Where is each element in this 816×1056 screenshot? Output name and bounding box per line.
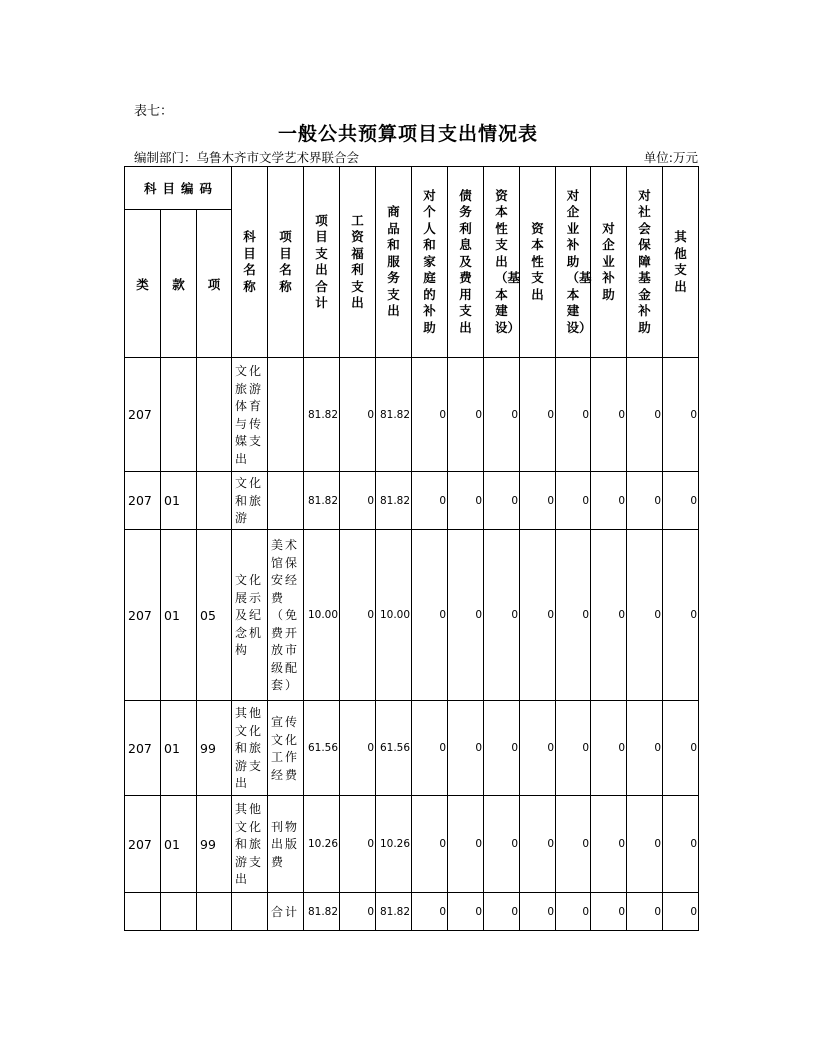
xiang-cell: 99 [197,796,232,893]
col-header-0: 项目支出合计 [304,167,340,358]
kuan-header: 款 [161,210,197,358]
value-cell: 0 [340,472,376,530]
value-cell: 0 [627,472,663,530]
value-cell: 10.26 [376,796,412,893]
value-cell: 0 [484,796,520,893]
value-cell: 0 [556,796,591,893]
table-row [125,796,699,893]
subject-name-cell: 其他文化和旅游支出 [232,701,268,796]
unit-label: 单位:万元 [643,150,698,165]
kuan-cell: 01 [161,701,197,796]
expenditure-table [124,166,699,931]
col-header-5: 资本性支出（基本建设） [484,167,520,358]
value-cell: 81.82 [376,472,412,530]
value-cell: 61.56 [376,701,412,796]
value-cell: 0 [484,358,520,472]
value-cell: 0 [663,796,699,893]
value-cell: 0 [556,701,591,796]
value-cell: 0 [556,472,591,530]
table-row [125,530,699,701]
lei-cell: 207 [125,358,161,472]
kuan-cell: 01 [161,530,197,701]
value-cell: 0 [663,893,699,931]
col-header-4: 债务利息及费用支出 [448,167,484,358]
project-name-cell [268,472,304,530]
xiang-cell [197,358,232,472]
table-row [125,358,699,472]
lei-cell: 207 [125,472,161,530]
value-cell: 0 [520,472,556,530]
value-cell: 81.82 [304,472,340,530]
total-label-cell: 合计 [268,893,304,931]
col-header-6: 资本性支出 [520,167,556,358]
value-cell: 61.56 [304,701,340,796]
kuan-cell [161,893,197,931]
col-header-8: 对企业补助 [591,167,627,358]
col-header-3: 对个人和家庭的补助 [412,167,448,358]
value-cell: 0 [340,796,376,893]
table-row [125,472,699,530]
value-cell: 0 [627,893,663,931]
project-name-header: 项目名称 [268,167,304,358]
value-cell: 0 [412,358,448,472]
project-name-cell [268,358,304,472]
subject-name-cell: 文化旅游体育与传媒支出 [232,358,268,472]
value-cell: 0 [627,701,663,796]
department-label: 编制部门：乌鲁木齐市文学艺术界联合会 [134,150,360,165]
value-cell: 0 [484,530,520,701]
subject-name-header: 科目名称 [232,167,268,358]
xiang-header: 项 [197,210,232,358]
lei-cell: 207 [125,701,161,796]
value-cell: 10.00 [304,530,340,701]
project-name-cell: 宣传文化工作经费 [268,701,304,796]
value-cell: 81.82 [304,893,340,931]
value-cell: 0 [412,472,448,530]
table-number: 表七： [134,104,174,119]
value-cell: 0 [520,796,556,893]
subject-name-cell: 文化展示及纪念机构 [232,530,268,701]
value-cell: 0 [484,472,520,530]
value-cell: 0 [627,530,663,701]
subject-name-cell: 其他文化和旅游支出 [232,796,268,893]
table-row [125,701,699,796]
value-cell: 0 [591,358,627,472]
value-cell: 0 [627,358,663,472]
value-cell: 0 [627,796,663,893]
value-cell: 0 [448,893,484,931]
value-cell: 0 [412,796,448,893]
kuan-cell [161,358,197,472]
value-cell: 10.00 [376,530,412,701]
value-cell: 0 [520,701,556,796]
value-cell: 0 [448,358,484,472]
col-header-1: 工资福利支出 [340,167,376,358]
value-cell: 81.82 [304,358,340,472]
subject-name-cell: 文化和旅游 [232,472,268,530]
project-name-cell: 美术馆保安经费（免费开放市级配套） [268,530,304,701]
value-cell: 0 [663,701,699,796]
value-cell: 0 [340,701,376,796]
value-cell: 0 [340,893,376,931]
value-cell: 0 [484,893,520,931]
value-cell: 81.82 [376,358,412,472]
value-cell: 0 [663,530,699,701]
value-cell: 0 [591,701,627,796]
value-cell: 0 [448,530,484,701]
value-cell: 0 [412,530,448,701]
xiang-cell: 99 [197,701,232,796]
xiang-cell [197,472,232,530]
value-cell: 0 [520,530,556,701]
value-cell: 0 [556,893,591,931]
col-header-2: 商品和服务支出 [376,167,412,358]
subject-code-header: 科目编码 [125,167,232,210]
lei-cell [125,893,161,931]
page-title: 一般公共预算项目支出情况表 [277,123,538,145]
total-row [125,893,699,931]
value-cell: 0 [591,893,627,931]
value-cell: 0 [520,893,556,931]
col-header-10: 其他支出 [663,167,699,358]
value-cell: 0 [520,358,556,472]
value-cell: 0 [448,472,484,530]
value-cell: 81.82 [376,893,412,931]
value-cell: 0 [556,530,591,701]
xiang-cell: 05 [197,530,232,701]
xiang-cell [197,893,232,931]
value-cell: 0 [591,796,627,893]
col-header-7: 对企业补助（基本建设） [556,167,591,358]
value-cell: 10.26 [304,796,340,893]
project-name-cell: 刊物出版费 [268,796,304,893]
lei-cell: 207 [125,796,161,893]
col-header-9: 对社会保障基金补助 [627,167,663,358]
lei-cell: 207 [125,530,161,701]
value-cell: 0 [448,701,484,796]
value-cell: 0 [591,530,627,701]
value-cell: 0 [663,472,699,530]
value-cell: 0 [340,358,376,472]
value-cell: 0 [448,796,484,893]
value-cell: 0 [340,530,376,701]
value-cell: 0 [663,358,699,472]
value-cell: 0 [412,701,448,796]
value-cell: 0 [591,472,627,530]
kuan-cell: 01 [161,796,197,893]
subject-name-cell [232,893,268,931]
header-row-1 [125,167,699,210]
value-cell: 0 [412,893,448,931]
value-cell: 0 [484,701,520,796]
kuan-cell: 01 [161,472,197,530]
value-cell: 0 [556,358,591,472]
lei-header: 类 [125,210,161,358]
